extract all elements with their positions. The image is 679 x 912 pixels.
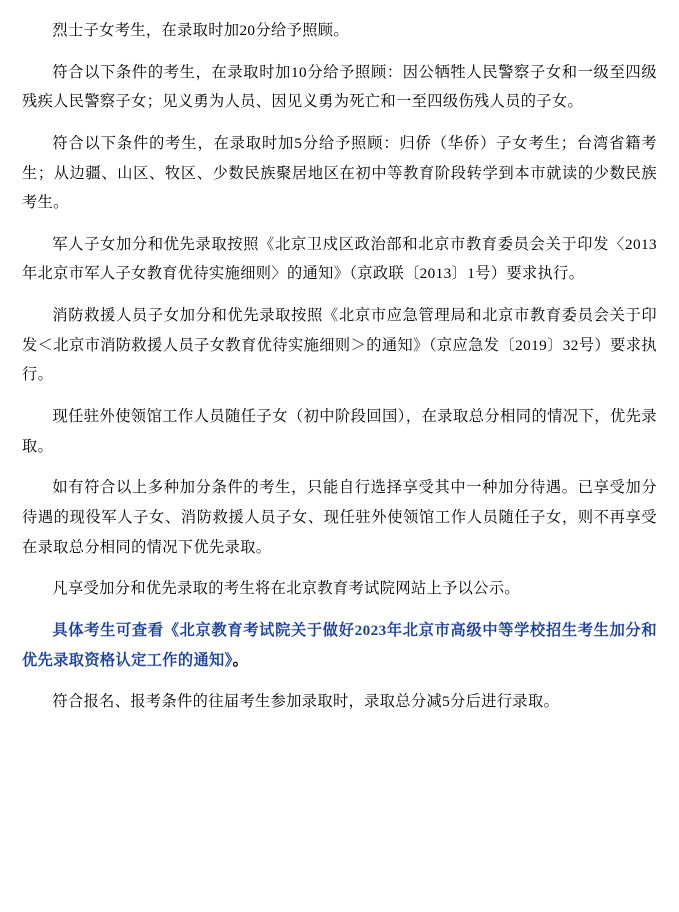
- paragraph-martyr-children: 烈士子女考生，在录取时加20分给予照顾。: [52, 22, 349, 39]
- paragraph-multiple-conditions: 如有符合以上多种加分条件的考生，只能自行选择享受其中一种加分待遇。已享受加分待遇的现役军人子女、消防救援人员子女、现任驻外使领馆工作人员随任子女，则不再享受在录取总分相同的情况下优先录取。: [22, 479, 657, 556]
- notice-link-suffix: 。: [232, 651, 249, 669]
- paragraph-notice-link: [22, 616, 657, 675]
- paragraph-firefighter-children: 消防救援人员子女加分和优先录取按照《北京市应急管理局和北京市教育委员会关于印发＜北京市消防救援人员子女教育优待实施细则＞的通知》（京应急发〔2019〕32号）要求执行。: [22, 307, 657, 384]
- paragraph-repeat-candidates: 符合报名、报考条件的往届考生参加录取时，录取总分减5分后进行录取。: [52, 693, 560, 711]
- notice-link-prefix: 具体考生可查看: [52, 621, 164, 639]
- paragraph-diplomat-children: 现任驻外使领馆工作人员随任子女（初中阶段回国），在录取总分相同的情况下，优先录取。: [22, 408, 657, 455]
- paragraph-plus-ten-points: 符合以下条件的考生，在录取时加10分给予照顾：因公牺牲人民警察子女和一级至四级残疾人民警察子女；见义勇为人员、因见义勇为死亡和一至四级伤残人员的子女。: [22, 63, 657, 111]
- paragraph-publicity: 凡享受加分和优先录取的考生将在北京教育考试院网站上予以公示。: [52, 580, 521, 598]
- paragraph-military-children: 军人子女加分和优先录取按照《北京卫戍区政治部和北京市教育委员会关于印发〈2013年北京市军人子女教育优待实施细则〉的通知》（京政联〔2013〕1号）要求执行。: [22, 235, 657, 283]
- notice-document-link[interactable]: 《北京教育考试院关于做好2023年北京市高级中等学校招生考生加分和优先录取资格认定工作的通知》: [22, 621, 657, 669]
- paragraph-plus-five-points: 符合以下条件的考生，在录取时加5分给予照顾：归侨（华侨）子女考生；台湾省籍考生；从边疆、山区、牧区、少数民族聚居地区在初中等教育阶段转学到本市就读的少数民族考生。: [22, 134, 657, 212]
